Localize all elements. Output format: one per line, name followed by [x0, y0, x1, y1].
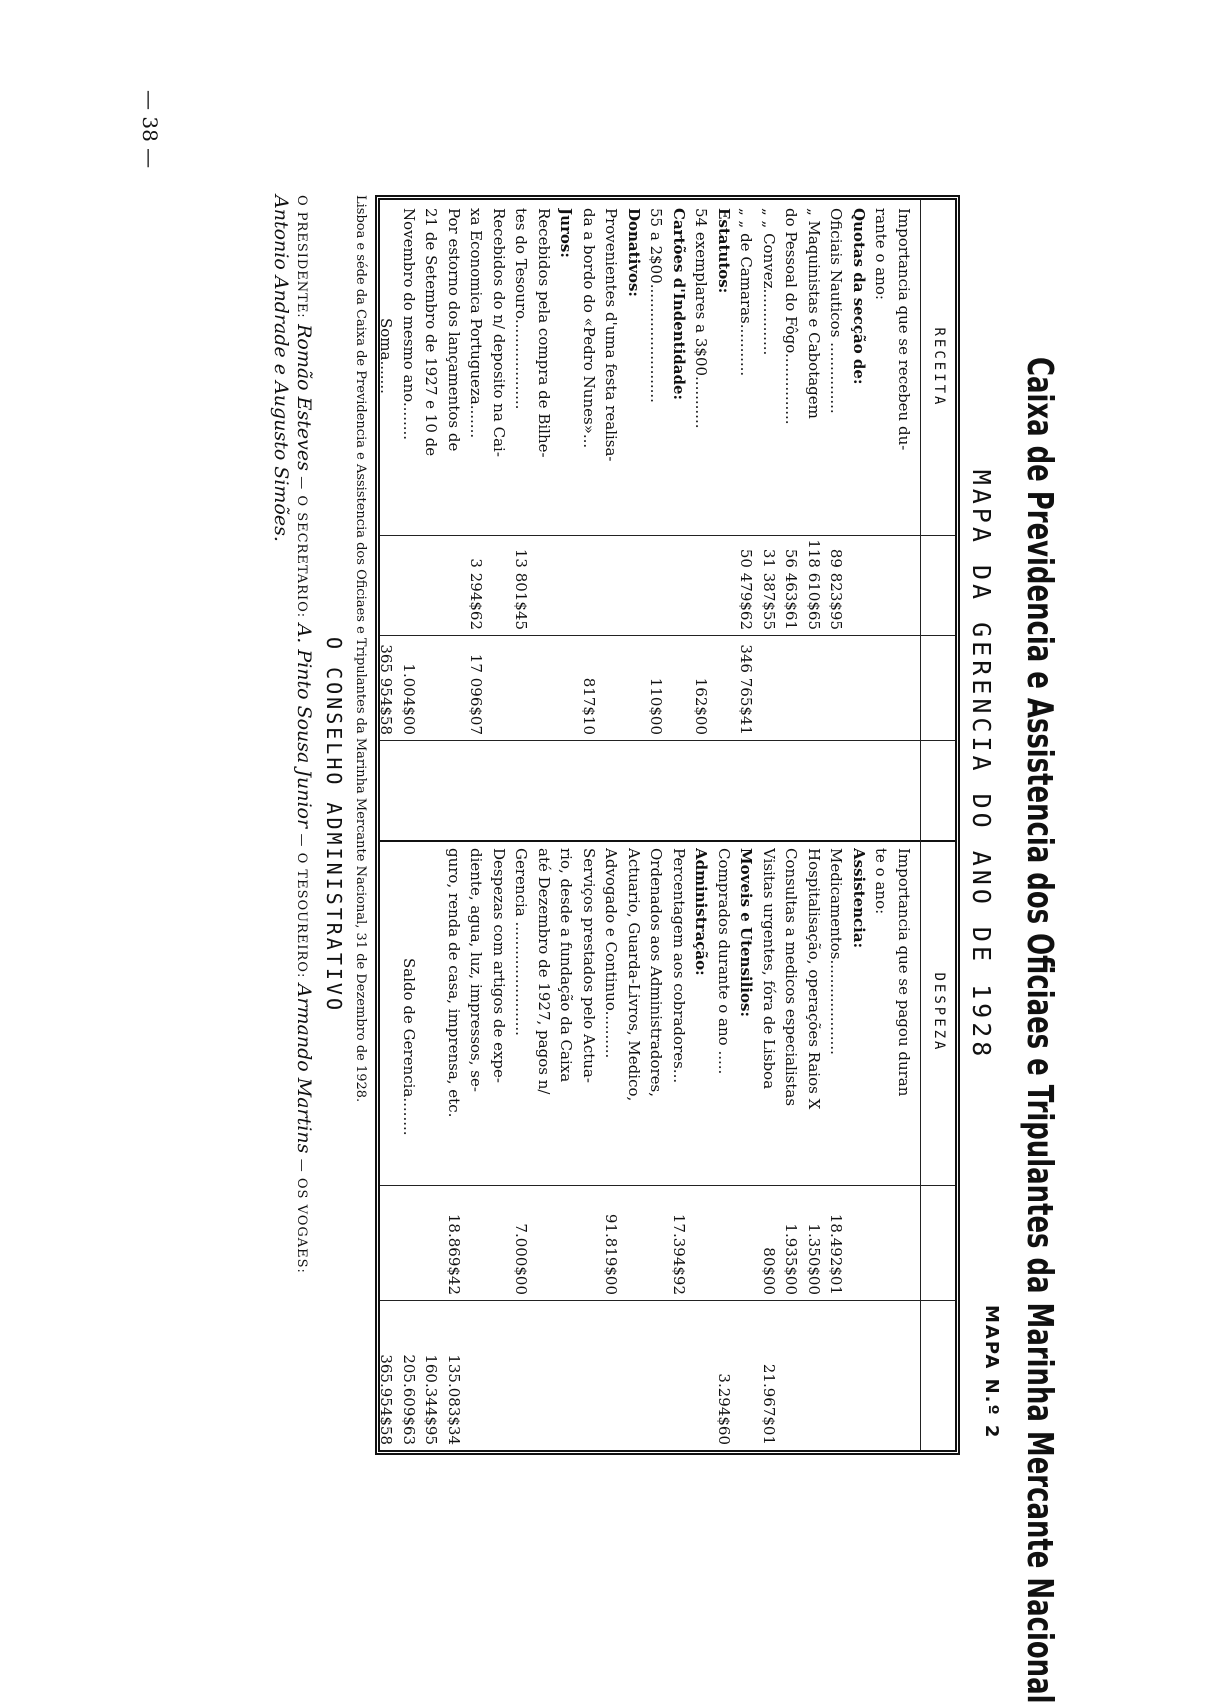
secretary-label: — O SECRETARIO:: [294, 476, 309, 619]
despeza-row-label: te o ano:: [872, 848, 891, 915]
accounts-table: [375, 195, 960, 1455]
despeza-row: [467, 200, 486, 1450]
despeza-row-total: 365.954$58: [377, 1354, 396, 1445]
receita-row-label: Donativos:: [625, 208, 643, 297]
despeza-row: [737, 200, 756, 1450]
despeza-row-label: rio, desde a fundação da Caixa: [557, 848, 576, 1083]
despeza-row: [692, 200, 711, 1450]
despeza-row-subtotal: 18.492$01: [827, 1213, 846, 1295]
despeza-row: [377, 200, 396, 1450]
despeza-row-label: Comprados durante o ano .....: [715, 848, 733, 1075]
receita-row-subtotal: 13 801$45: [512, 548, 531, 630]
receita-row-total: 17 096$07: [467, 653, 486, 735]
receita-header: RECEITA: [931, 327, 947, 408]
despeza-row-total: 21.967$01: [760, 1363, 778, 1445]
despeza-row-subtotal: 7.000$00: [512, 1223, 531, 1295]
receita-row-label: Importancia que se recebeu du-: [895, 208, 913, 451]
receita-row-subtotal: 89 823$95: [827, 548, 846, 630]
despeza-row: [602, 200, 621, 1450]
despeza-row-label: Importancia que se pagou duran: [895, 848, 913, 1097]
despeza-row-subtotal: 1.935$00: [782, 1223, 801, 1295]
despeza-row-label: Consultas a medicos especialistas: [782, 848, 801, 1107]
receita-row-subtotal: 118 610$65: [805, 539, 823, 630]
receita-row-total: 1.004$00: [400, 663, 418, 735]
despeza-row-label: Administração:: [692, 848, 711, 976]
receita-row-label: Oficiais Nauticos ...............: [827, 208, 846, 414]
despeza-header: DESPEZA: [931, 972, 947, 1053]
document-title: Caixa de Previdencia e Assistencia dos Oficiaes e Tripulantes da Marinha Mercante Nacional: [1019, 356, 1060, 1703]
receita-row-subtotal: 50 479$62: [737, 548, 756, 630]
despeza-row-subtotal: 91.819$00: [602, 1213, 621, 1295]
despeza-row: [489, 200, 508, 1450]
page-number: — 38 —: [138, 90, 162, 169]
despeza-row: [669, 200, 688, 1450]
receita-row-label: Recebidos do n/ deposito na Cai-: [490, 208, 508, 457]
despeza-row: [759, 200, 778, 1450]
receita-row-label: Recebidos pela compra de Bilhe-: [535, 208, 553, 458]
despeza-row-label: Percentagem aos cobradores...: [670, 848, 688, 1084]
vogaes-label: — OS VOGAES:: [294, 1158, 309, 1274]
despeza-row-label: Ordenados aos Administradores,: [647, 848, 666, 1097]
despeza-row: [804, 200, 823, 1450]
despeza-row: [872, 200, 891, 1450]
rotated-sheet: [180, 175, 1060, 1703]
vogaes-names: Antonio Andrade e Augusto Simões.: [270, 195, 292, 542]
receita-row-label: „ Maquinistas e Cabotagem: [805, 208, 823, 419]
receita-row-label: Por estorno dos lançamentos de: [445, 208, 463, 452]
despeza-row: [534, 200, 553, 1450]
receita-row-label: xa Economica Portugueza.......: [467, 208, 486, 439]
despeza-row: [647, 200, 666, 1450]
despeza-row: [557, 200, 576, 1450]
president-label: O PRESIDENTE:: [294, 195, 309, 319]
despeza-row: [444, 200, 463, 1450]
despeza-row-subtotal: 17.394$92: [670, 1213, 688, 1295]
map-number: MAPA N.º 2: [981, 1305, 1002, 1440]
despeza-row: [714, 200, 733, 1450]
despeza-row-label: Advogado e Continuo..........: [602, 848, 621, 1059]
receita-row-label: 55 a 2$00.........................: [647, 208, 666, 403]
despeza-row-label: guro, renda de casa, imprensa, etc.: [445, 848, 463, 1118]
receita-row-subtotal: 56 463$61: [782, 548, 801, 630]
despeza-row-subtotal: 80$00: [760, 1247, 778, 1295]
receita-row-total: 162$00: [692, 677, 711, 735]
receita-row-label: Novembro do mesmo ano........: [400, 208, 418, 441]
despeza-row: [399, 200, 418, 1450]
despeza-row-label: Moveis e Utensilios:: [737, 848, 756, 1017]
president-name: Romão Esteves: [293, 324, 315, 471]
receita-row-label: Quotas da secção de:: [850, 208, 868, 385]
receita-row-total: 346 765$41: [737, 644, 756, 735]
despeza-row-total: 160.344$95: [422, 1354, 441, 1445]
receita-row-label: 54 exemplares a 3$00...........: [692, 208, 711, 429]
receita-row-subtotal: 3 294$62: [467, 558, 486, 630]
receita-row-label: da a bordo do «Pedro Nunes»...: [580, 208, 598, 449]
despeza-row: [849, 200, 868, 1450]
receita-row-label: 21 de Setembro de 1927 e 10 de: [422, 208, 441, 457]
despeza-row-label: Actuario, Guarda-Livros, Medico,: [625, 848, 643, 1102]
despeza-row-label: Gerencia ........................: [512, 848, 531, 1036]
despeza-row: [827, 200, 846, 1450]
despeza-row-label: diente, agua, luz, impressos, se-: [467, 848, 486, 1092]
receita-row-label: Cartões d'Indentidade:: [670, 208, 688, 401]
despeza-row-subtotal: 18.869$42: [445, 1213, 463, 1295]
treasurer-name: Armando Martins: [293, 983, 315, 1154]
despeza-row: [422, 200, 441, 1450]
footer-note: Lisboa e séde da Caixa de Previdencia e Assistencia dos Oficiaes e Tripulantes da Marinha Mercante Nacional, 31 de Dezembro de 1928.: [353, 195, 368, 1103]
receita-row-label: rante o ano:: [872, 208, 891, 300]
receita-row-label: „ „ de Camaras...........: [737, 208, 756, 377]
receita-row-total: 110$00: [647, 677, 666, 735]
receita-row-total: 817$10: [580, 677, 598, 735]
receita-row-label: Soma.......: [377, 318, 396, 394]
receita-row-label: Provenientes d'uma festa realisa-: [602, 208, 621, 462]
receita-row-label: Juros:: [557, 208, 576, 258]
despeza-row-label: Assistencia:: [850, 848, 868, 949]
signatures-line-2: [270, 195, 292, 1455]
despeza-row-label: até Dezembro de 1927, pagos n/: [535, 848, 553, 1095]
despeza-row-label: Hospitalisação, operações Raios X: [805, 848, 823, 1110]
receita-row-label: „ „ Convez..............: [760, 208, 778, 356]
despeza-row-label: Serviços prestados pelo Actua-: [580, 848, 598, 1083]
despeza-row: [782, 200, 801, 1450]
receita-row-subtotal: 31 387$55: [760, 548, 778, 630]
secretary-name: A. Pinto Sousa Junior: [293, 623, 315, 829]
despeza-row-total: 135.083$34: [445, 1354, 463, 1445]
despeza-row: [512, 200, 531, 1450]
despeza-row-label: Visitas urgentes, fóra de Lisboa: [760, 848, 778, 1090]
despeza-row-label: Medicamentos....................: [827, 848, 846, 1055]
map-subtitle: MAPA DA GERENCIA DO ANO DE 1928: [967, 469, 996, 1061]
despeza-row: [894, 200, 913, 1450]
receita-row-total: 365 954$58: [377, 644, 396, 735]
despeza-row-total: 3.294$60: [715, 1373, 733, 1445]
signatures-line-1: [293, 195, 315, 1455]
despeza-row-subtotal: 1.350$00: [805, 1223, 823, 1295]
despeza-row-total: 205.609$63: [400, 1354, 418, 1445]
treasurer-label: — O TESOUREIRO:: [294, 833, 309, 979]
council-heading: O CONSELHO ADMINISTRATIVO: [322, 636, 346, 1014]
despeza-row: [624, 200, 643, 1450]
receita-row-label: Estatutos:: [715, 208, 733, 294]
receita-row-label: do Pessoal do Fôgo...............: [782, 208, 801, 425]
despeza-row-label: Saldo de Gerencia........: [400, 958, 418, 1136]
receita-row-label: tes do Tesouro...................: [512, 208, 531, 410]
despeza-row: [579, 200, 598, 1450]
despeza-row-label: Despezas com artigos de expe-: [490, 848, 508, 1083]
